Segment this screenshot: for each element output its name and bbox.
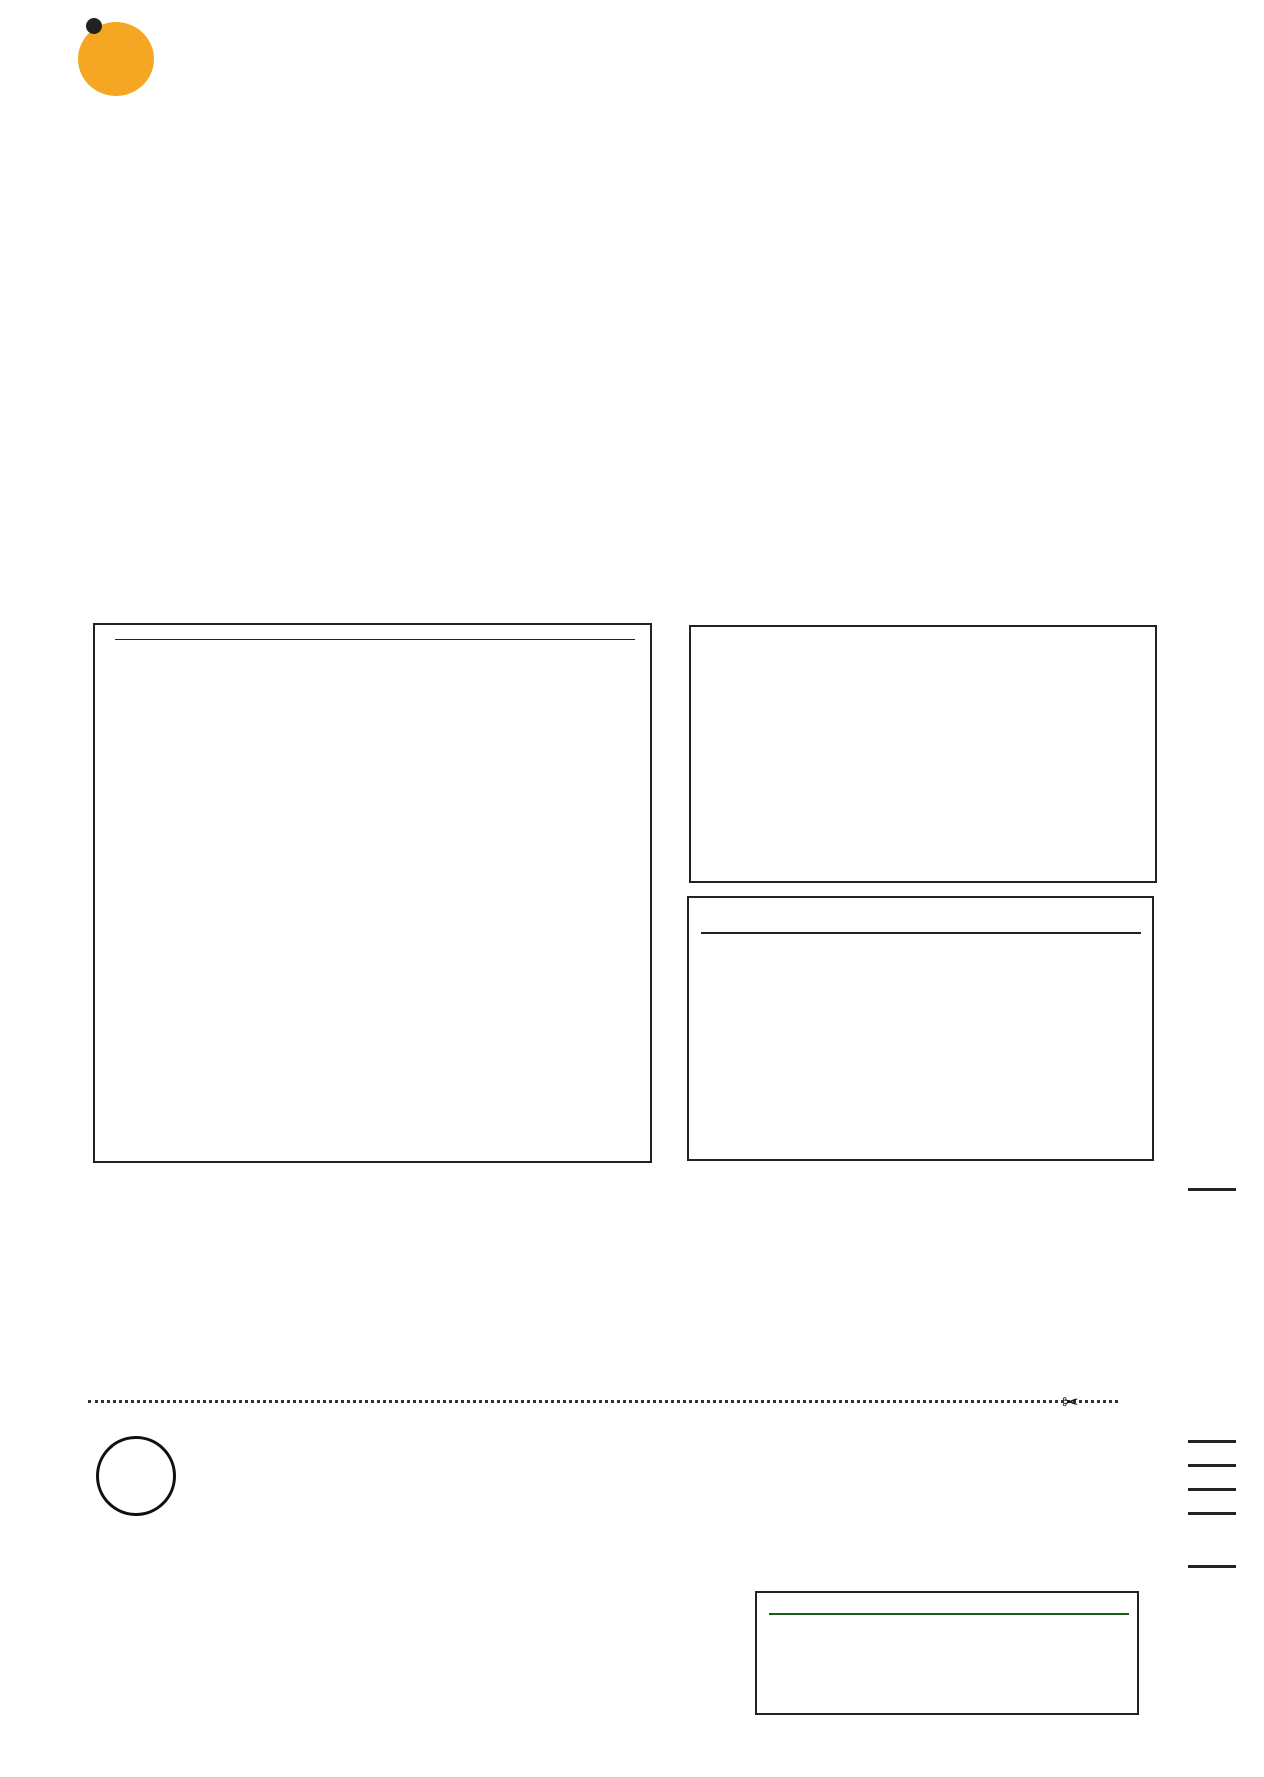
cut-line <box>88 1400 1118 1403</box>
scissors-icon: ✂ <box>1062 1392 1079 1414</box>
edge-mark <box>1188 1488 1236 1491</box>
slip-payment-box <box>755 1591 1139 1715</box>
edge-mark <box>1188 1188 1236 1191</box>
summary-box <box>687 896 1154 1161</box>
slip-logo <box>92 1432 282 1522</box>
slip-company-info <box>306 1438 726 1455</box>
edge-mark <box>1188 1464 1236 1467</box>
oi-fixo-logo <box>70 18 220 98</box>
edge-mark <box>1188 1440 1236 1443</box>
message-box <box>689 625 1157 883</box>
edge-mark <box>1188 1565 1236 1568</box>
statement-box <box>93 623 652 1163</box>
company-info <box>278 30 678 47</box>
edge-mark <box>1188 1512 1236 1515</box>
